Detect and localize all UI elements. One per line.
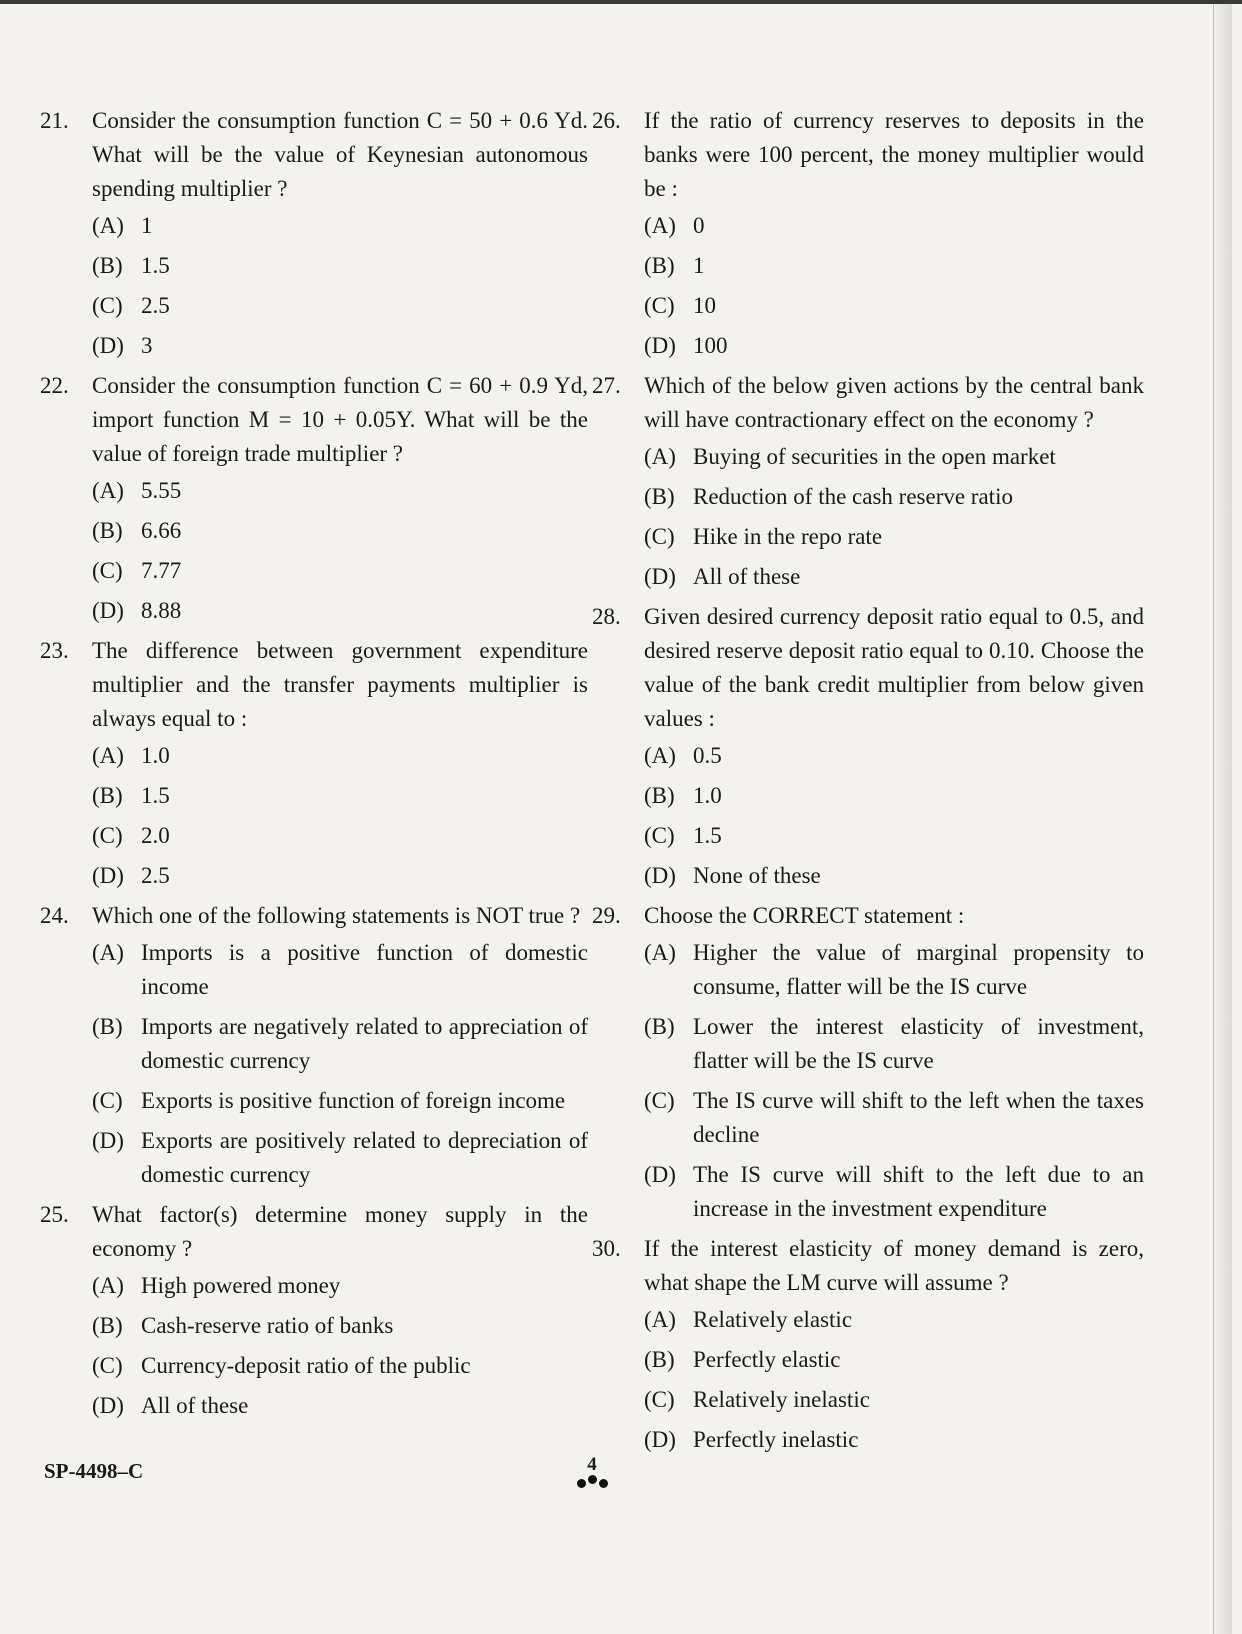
question-text: Consider the consumption function C = 50 + 0.6 Yd. What will be the value of Keynesian autonomous spending multiplier ? bbox=[92, 108, 588, 201]
option bbox=[92, 1010, 588, 1078]
option-label: (D) bbox=[92, 1393, 124, 1418]
option-text: Cash-reserve ratio of banks bbox=[141, 1313, 394, 1338]
question-text: Which of the below given actions by the central bank will have contractionary effect on the economy ? bbox=[644, 373, 1144, 432]
option-text: 0.5 bbox=[693, 743, 722, 768]
option-text: 2.0 bbox=[141, 823, 170, 848]
question-number: 30. bbox=[592, 1236, 621, 1261]
option bbox=[92, 1389, 588, 1423]
question-number: 23. bbox=[40, 638, 69, 663]
option bbox=[644, 1343, 1144, 1377]
option-label: (C) bbox=[644, 1387, 675, 1412]
option bbox=[92, 209, 588, 243]
option-text: None of these bbox=[693, 863, 821, 888]
option-label: (A) bbox=[92, 213, 124, 238]
option-text: 2.5 bbox=[141, 293, 170, 318]
question-30 bbox=[592, 1232, 1144, 1457]
option-label: (B) bbox=[92, 518, 123, 543]
option-text: 0 bbox=[693, 213, 705, 238]
option-list bbox=[644, 739, 1144, 893]
option bbox=[644, 859, 1144, 893]
option bbox=[644, 1423, 1144, 1457]
option-label: (D) bbox=[92, 598, 124, 623]
option-text: Perfectly inelastic bbox=[693, 1427, 859, 1452]
option-label: (B) bbox=[92, 783, 123, 808]
option-text: 3 bbox=[141, 333, 153, 358]
option bbox=[92, 1269, 588, 1303]
option-text: Exports is positive function of foreign income bbox=[141, 1088, 566, 1113]
option bbox=[92, 779, 588, 813]
option bbox=[92, 859, 588, 893]
option-label: (B) bbox=[644, 484, 675, 509]
paper-code: SP-4498–C bbox=[44, 1459, 144, 1483]
option bbox=[644, 1158, 1144, 1226]
option-label: (B) bbox=[644, 1014, 675, 1039]
option-text: 1.5 bbox=[693, 823, 722, 848]
option-label: (C) bbox=[644, 293, 675, 318]
option bbox=[92, 1349, 588, 1383]
option-text: 100 bbox=[693, 333, 728, 358]
option-text: 6.66 bbox=[141, 518, 182, 543]
option-text: Lower the interest elasticity of investment, flatter will be the IS curve bbox=[693, 1014, 1144, 1073]
option bbox=[644, 819, 1144, 853]
question-text: Which one of the following statements is NOT true ? bbox=[92, 903, 581, 928]
page-number-block bbox=[552, 1456, 632, 1493]
option-label: (A) bbox=[644, 940, 676, 965]
option-label: (B) bbox=[92, 1014, 123, 1039]
question-25 bbox=[40, 1198, 588, 1423]
option bbox=[92, 554, 588, 588]
option-label: (B) bbox=[92, 1313, 123, 1338]
question-24 bbox=[40, 899, 588, 1192]
right-column bbox=[592, 104, 1144, 1463]
option-label: (C) bbox=[92, 293, 123, 318]
option-label: (D) bbox=[644, 863, 676, 888]
option bbox=[644, 1010, 1144, 1078]
page-edge bbox=[1213, 4, 1232, 1634]
question-number: 26. bbox=[592, 108, 621, 133]
option-label: (D) bbox=[644, 1427, 676, 1452]
option-label: (C) bbox=[92, 1353, 123, 1378]
option bbox=[644, 936, 1144, 1004]
option bbox=[92, 1309, 588, 1343]
option-list bbox=[92, 739, 588, 893]
option bbox=[92, 739, 588, 773]
question-text: If the ratio of currency reserves to deposits in the banks were 100 percent, the money multiplier would be : bbox=[644, 108, 1144, 201]
option bbox=[92, 1084, 588, 1118]
option-label: (A) bbox=[92, 1273, 124, 1298]
option bbox=[644, 209, 1144, 243]
option-text: All of these bbox=[141, 1393, 249, 1418]
option-text: 1.0 bbox=[693, 783, 722, 808]
option-text: 1 bbox=[693, 253, 705, 278]
option bbox=[644, 560, 1144, 594]
left-column bbox=[40, 104, 588, 1429]
option-label: (A) bbox=[92, 743, 124, 768]
question-text: Choose the CORRECT statement : bbox=[644, 903, 965, 928]
option-text: 7.77 bbox=[141, 558, 182, 583]
option-text: 2.5 bbox=[141, 863, 170, 888]
option-label: (C) bbox=[644, 1088, 675, 1113]
question-text: Given desired currency deposit ratio equal to 0.5, and desired reserve deposit ratio equal to 0.10. Choose the value of the bank credit multiplier from below given values : bbox=[644, 604, 1144, 731]
question-text: What factor(s) determine money supply in the economy ? bbox=[92, 1202, 588, 1261]
option-label: (D) bbox=[92, 333, 124, 358]
question-27 bbox=[592, 369, 1144, 594]
option-text: The IS curve will shift to the left due to an increase in the investment expenditure bbox=[693, 1162, 1144, 1221]
option-label: (B) bbox=[644, 1347, 675, 1372]
option-list bbox=[644, 936, 1144, 1226]
option bbox=[92, 936, 588, 1004]
option-list bbox=[644, 440, 1144, 594]
option bbox=[92, 819, 588, 853]
question-number: 24. bbox=[40, 903, 69, 928]
option-label: (C) bbox=[644, 524, 675, 549]
option-text: 10 bbox=[693, 293, 716, 318]
option-text: Imports are negatively related to appreciation of domestic currency bbox=[141, 1014, 588, 1073]
option bbox=[644, 1084, 1144, 1152]
option-label: (B) bbox=[644, 783, 675, 808]
option bbox=[644, 440, 1144, 474]
option-label: (A) bbox=[92, 940, 124, 965]
option-text: Perfectly elastic bbox=[693, 1347, 841, 1372]
option-list bbox=[92, 474, 588, 628]
option-label: (B) bbox=[644, 253, 675, 278]
option bbox=[92, 594, 588, 628]
option-text: The IS curve will shift to the left when the taxes decline bbox=[693, 1088, 1144, 1147]
question-number: 27. bbox=[592, 373, 621, 398]
question-26 bbox=[592, 104, 1144, 363]
option-text: Buying of securities in the open market bbox=[693, 444, 1056, 469]
option-label: (B) bbox=[92, 253, 123, 278]
option-text: All of these bbox=[693, 564, 801, 589]
option-label: (D) bbox=[644, 564, 676, 589]
question-number: 22. bbox=[40, 373, 69, 398]
option bbox=[644, 739, 1144, 773]
question-28 bbox=[592, 600, 1144, 893]
option bbox=[644, 329, 1144, 363]
option-text: 5.55 bbox=[141, 478, 182, 503]
option-label: (A) bbox=[92, 478, 124, 503]
option-label: (A) bbox=[644, 444, 676, 469]
question-number: 28. bbox=[592, 604, 621, 629]
question-29 bbox=[592, 899, 1144, 1226]
option-list bbox=[92, 209, 588, 363]
option-text: Higher the value of marginal propensity to consume, flatter will be the IS curve bbox=[693, 940, 1144, 999]
question-text: The difference between government expenditure multiplier and the transfer payments multiplier is always equal to : bbox=[92, 638, 588, 731]
option-text: High powered money bbox=[141, 1273, 341, 1298]
option bbox=[644, 779, 1144, 813]
option bbox=[92, 474, 588, 508]
page-ornament bbox=[552, 1475, 632, 1493]
option bbox=[644, 249, 1144, 283]
option-label: (D) bbox=[92, 1128, 124, 1153]
option-text: Relatively elastic bbox=[693, 1307, 853, 1332]
option bbox=[92, 289, 588, 323]
option bbox=[92, 1124, 588, 1192]
question-text: If the interest elasticity of money demand is zero, what shape the LM curve will assume ? bbox=[644, 1236, 1144, 1295]
option-label: (D) bbox=[644, 1162, 676, 1187]
page-number: 4 bbox=[587, 1454, 597, 1475]
option-list bbox=[92, 1269, 588, 1423]
option-label: (A) bbox=[644, 1307, 676, 1332]
option-text: 1 bbox=[141, 213, 153, 238]
option bbox=[644, 289, 1144, 323]
option-text: 1.5 bbox=[141, 783, 170, 808]
option bbox=[92, 249, 588, 283]
option-text: Reduction of the cash reserve ratio bbox=[693, 484, 1013, 509]
option-label: (C) bbox=[92, 823, 123, 848]
option-label: (C) bbox=[92, 1088, 123, 1113]
option bbox=[644, 520, 1144, 554]
option bbox=[644, 1303, 1144, 1337]
option-text: 1.5 bbox=[141, 253, 170, 278]
question-text: Consider the consumption function C = 60 + 0.9 Yd, import function M = 10 + 0.05Y. What will be the value of foreign trade multiplier ? bbox=[92, 373, 588, 466]
option-text: 1.0 bbox=[141, 743, 170, 768]
option bbox=[92, 329, 588, 363]
option-label: (A) bbox=[644, 743, 676, 768]
option-label: (C) bbox=[92, 558, 123, 583]
option-label: (D) bbox=[92, 863, 124, 888]
question-number: 25. bbox=[40, 1202, 69, 1227]
option-text: Relatively inelastic bbox=[693, 1387, 870, 1412]
question-23 bbox=[40, 634, 588, 893]
option-label: (A) bbox=[644, 213, 676, 238]
option-list bbox=[644, 209, 1144, 363]
question-number: 29. bbox=[592, 903, 621, 928]
question-number: 21. bbox=[40, 108, 69, 133]
option-text: 8.88 bbox=[141, 598, 182, 623]
option-label: (D) bbox=[644, 333, 676, 358]
option-text: Currency-deposit ratio of the public bbox=[141, 1353, 471, 1378]
option-label: (C) bbox=[644, 823, 675, 848]
option-list bbox=[92, 936, 588, 1192]
option-text: Exports are positively related to depreciation of domestic currency bbox=[141, 1128, 588, 1187]
option-list bbox=[644, 1303, 1144, 1457]
question-21 bbox=[40, 104, 588, 363]
option-text: Hike in the repo rate bbox=[693, 524, 883, 549]
question-22 bbox=[40, 369, 588, 628]
option bbox=[644, 480, 1144, 514]
option bbox=[644, 1383, 1144, 1417]
option bbox=[92, 514, 588, 548]
option-text: Imports is a positive function of domestic income bbox=[141, 940, 588, 999]
